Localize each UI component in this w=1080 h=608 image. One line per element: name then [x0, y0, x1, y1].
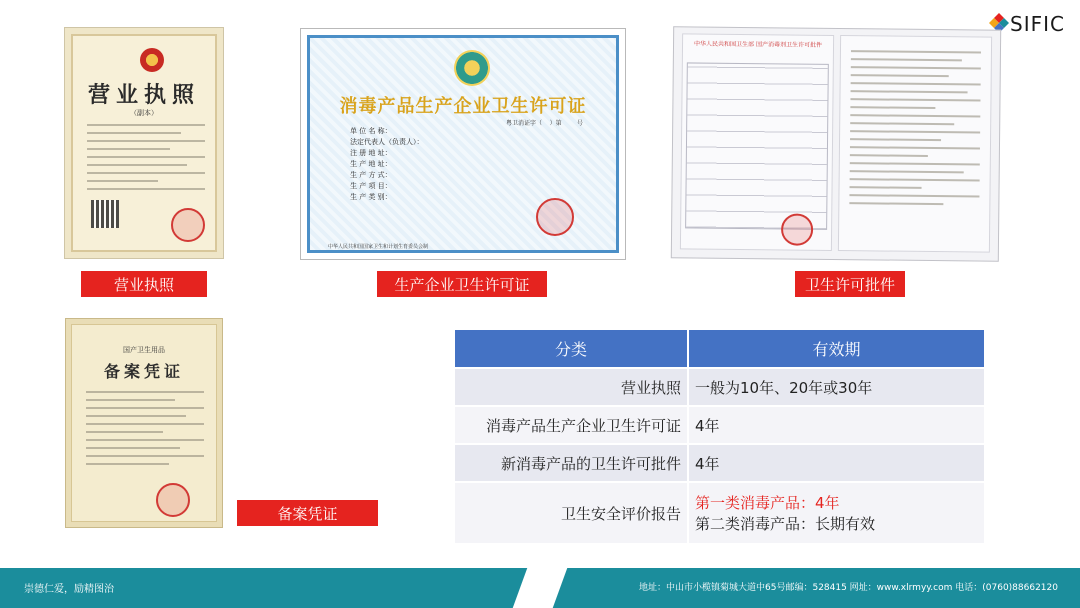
validity-table	[455, 330, 984, 543]
footer-bar	[0, 568, 1080, 608]
row-category: 新消毒产品的卫生许可批件	[455, 444, 688, 482]
business-license-subtitle: （副本）	[130, 109, 158, 117]
row-validity: 4年	[688, 406, 984, 444]
validity-class2: 第二类消毒产品：长期有效	[695, 515, 876, 533]
hygiene-approval-image	[671, 26, 1001, 261]
red-seal-icon	[156, 483, 190, 517]
row-category: 卫生安全评价报告	[455, 482, 688, 543]
header-validity: 有效期	[688, 330, 984, 368]
filing-certificate-title: 备案凭证	[103, 362, 184, 381]
footer-address: 地址：中山市小榄镇菊城大道中65号邮编：528415 网址：www.xlrmyy.com 电话：(0760)88662120	[639, 583, 1058, 593]
red-seal-icon	[171, 208, 205, 242]
license-footer: 中华人民共和国国家卫生和计划生育委员会制	[328, 244, 429, 250]
table-row	[455, 444, 984, 482]
row-validity	[688, 482, 984, 543]
caption-business-license: 营业执照	[81, 271, 207, 297]
validity-class1: 第一类消毒产品：4年	[695, 494, 840, 512]
filing-certificate-line1: 国产卫生用品	[123, 346, 165, 354]
table-header-row	[455, 330, 984, 368]
red-seal-icon	[536, 198, 574, 236]
license-number-label: 粤卫消证字（ ）第 号	[506, 120, 583, 127]
national-emblem-icon	[140, 48, 164, 72]
business-license-image	[64, 27, 224, 259]
production-license-image	[300, 28, 626, 260]
caption-production-license: 生产企业卫生许可证	[377, 271, 547, 297]
header-category: 分类	[455, 330, 688, 368]
table-row	[455, 368, 984, 406]
production-license-title: 消毒产品生产企业卫生许可证	[339, 96, 587, 117]
row-category: 营业执照	[455, 368, 688, 406]
red-seal-icon	[781, 213, 813, 245]
caption-hygiene-approval: 卫生许可批件	[795, 271, 905, 297]
footer-slogan: 崇德仁爱，励精图治	[24, 584, 114, 595]
filing-certificate-image	[65, 318, 223, 528]
license-fields: 单 位 名 称： 法定代表人（负责人）： 注 册 地 址： 生 产 地 址： 生 产 方 式： 生 产 项 目： 生 产 类 别：	[350, 127, 424, 201]
approval-header: 中华人民共和国卫生部 国产消毒剂卫生许可批件	[694, 40, 823, 49]
row-validity: 4年	[688, 444, 984, 482]
logo-text: SIFIC	[1010, 12, 1065, 36]
row-category: 消毒产品生产企业卫生许可证	[455, 406, 688, 444]
table-row	[455, 482, 984, 543]
business-license-title: 营业执照	[87, 82, 200, 108]
qr-code-icon	[91, 200, 119, 228]
row-validity: 一般为10年、20年或30年	[688, 368, 984, 406]
table-row	[455, 406, 984, 444]
caption-filing-certificate: 备案凭证	[237, 500, 378, 526]
health-badge-icon	[454, 50, 490, 86]
